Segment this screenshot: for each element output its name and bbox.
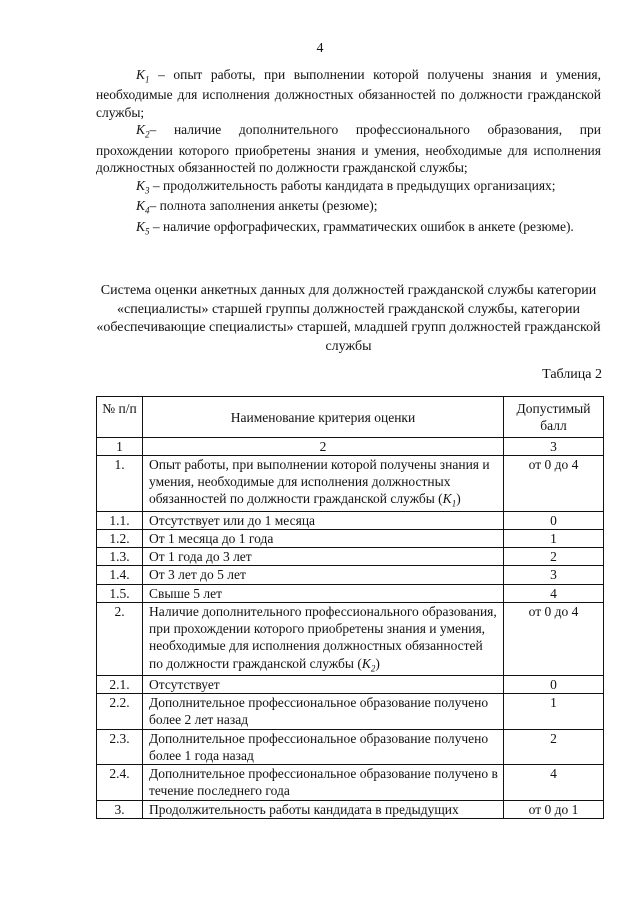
index-cell: 3 — [504, 437, 604, 455]
definition-k1: $K_1$ – опыт работы, при выполнении которой получены знания и умения, необходимые для исполнения должностных обязанностей по должности гражданской службы; — [96, 67, 601, 120]
table-row — [97, 548, 604, 566]
row-criterion: Наличие дополнительного профессионального образования, при прохождении которого приобретены знания и умения, необходимые для исполнения должностных обязанностей по должности гражданской службы $(K_2)$ — [143, 602, 504, 675]
definition-k5: $K_5$ – наличие орфографических, грамматических ошибок в анкете (резюме). — [136, 218, 574, 237]
row-criterion: От 1 года до 3 лет — [143, 548, 504, 566]
k-symbol: $K_5$ — [136, 218, 150, 237]
row-score: 4 — [504, 584, 604, 602]
table-row — [97, 584, 604, 602]
row-score: 3 — [504, 566, 604, 584]
table-header-row — [97, 397, 604, 438]
row-criterion: От 1 месяца до 1 года — [143, 529, 504, 547]
row-number: 2.4. — [97, 765, 143, 801]
row-score: 2 — [504, 729, 604, 765]
header-number: № п/п — [97, 397, 143, 438]
row-score: 0 — [504, 511, 604, 529]
row-number: 1.5. — [97, 584, 143, 602]
index-cell: 1 — [97, 437, 143, 455]
table-row — [97, 566, 604, 584]
section-heading: Система оценки анкетных данных для должностей гражданской службы категории «специалисты» старшей группы должностей гражданской службы, категории «обеспечивающие специалисты» старшей, младшей групп должностей гражданской службы — [96, 283, 601, 354]
row-number: 1.4. — [97, 566, 143, 584]
row-criterion: Дополнительное профессиональное образование получено более 2 лет назад — [143, 694, 504, 730]
row-number: 3. — [97, 800, 143, 818]
k-symbol: $K_3$ — [136, 177, 150, 196]
row-score: от 0 до 1 — [504, 800, 604, 818]
row-criterion: Опыт работы, при выполнении которой получены знания и умения, необходимые для исполнения должностных обязанностей по должности гражданской службы $(K_1)$ — [143, 455, 504, 511]
row-criterion: Отсутствует или до 1 месяца — [143, 511, 504, 529]
row-score: 1 — [504, 694, 604, 730]
page-number: 4 — [316, 41, 324, 56]
row-score: 4 — [504, 765, 604, 801]
row-score: 2 — [504, 548, 604, 566]
row-criterion: От 3 лет до 5 лет — [143, 566, 504, 584]
table-row — [97, 602, 604, 675]
header-criterion: Наименование критерия оценки — [143, 397, 504, 438]
index-cell: 2 — [143, 437, 504, 455]
k-symbol: $K_1$ — [136, 67, 150, 85]
row-score: 0 — [504, 675, 604, 693]
table-row — [97, 729, 604, 765]
criteria-definitions — [96, 66, 601, 238]
scoring-table — [96, 396, 604, 819]
table-index-row — [97, 437, 604, 455]
row-number: 2.3. — [97, 729, 143, 765]
row-number: 1. — [97, 455, 143, 511]
row-number: 2.2. — [97, 694, 143, 730]
table-row — [97, 800, 604, 818]
k-symbol: $K_4$ — [136, 198, 150, 216]
table-row — [97, 511, 604, 529]
row-number: 2.1. — [97, 675, 143, 693]
row-number: 1.3. — [97, 548, 143, 566]
table-row — [97, 694, 604, 730]
row-criterion: Продолжительность работы кандидата в предыдущих — [143, 800, 504, 818]
definition-k2: $K_2-$ наличие дополнительного профессионального образования, при прохождении которого приобретены знания и умения, необходимые для исполнения должностных обязанностей по должности гражданской службы; — [96, 122, 601, 176]
row-criterion: Свыше 5 лет — [143, 584, 504, 602]
table-row — [97, 765, 604, 801]
definition-k3: $K_3$ – продолжительность работы кандидата в предыдущих организациях; — [136, 177, 556, 196]
table-label: Таблица 2 — [542, 367, 602, 382]
row-criterion: Отсутствует — [143, 675, 504, 693]
table-row — [97, 529, 604, 547]
table-row — [97, 675, 604, 693]
row-number: 2. — [97, 602, 143, 675]
k-symbol: $K_1$ — [442, 491, 457, 510]
row-score: от 0 до 4 — [504, 455, 604, 511]
row-score: 1 — [504, 529, 604, 547]
k-symbol: $K_2$ — [361, 655, 376, 674]
k-symbol: $K_2$ — [136, 122, 150, 141]
row-score: от 0 до 4 — [504, 602, 604, 675]
row-criterion: Дополнительное профессиональное образование получено более 1 года назад — [143, 729, 504, 765]
row-number: 1.1. — [97, 511, 143, 529]
table-body — [97, 455, 604, 818]
header-score: Допустимый балл — [504, 397, 604, 438]
table-row — [97, 455, 604, 511]
definition-k4: $K_4-$ полнота заполнения анкеты (резюме); — [136, 198, 378, 216]
row-criterion: Дополнительное профессиональное образование получено в течение последнего года — [143, 765, 504, 801]
row-number: 1.2. — [97, 529, 143, 547]
